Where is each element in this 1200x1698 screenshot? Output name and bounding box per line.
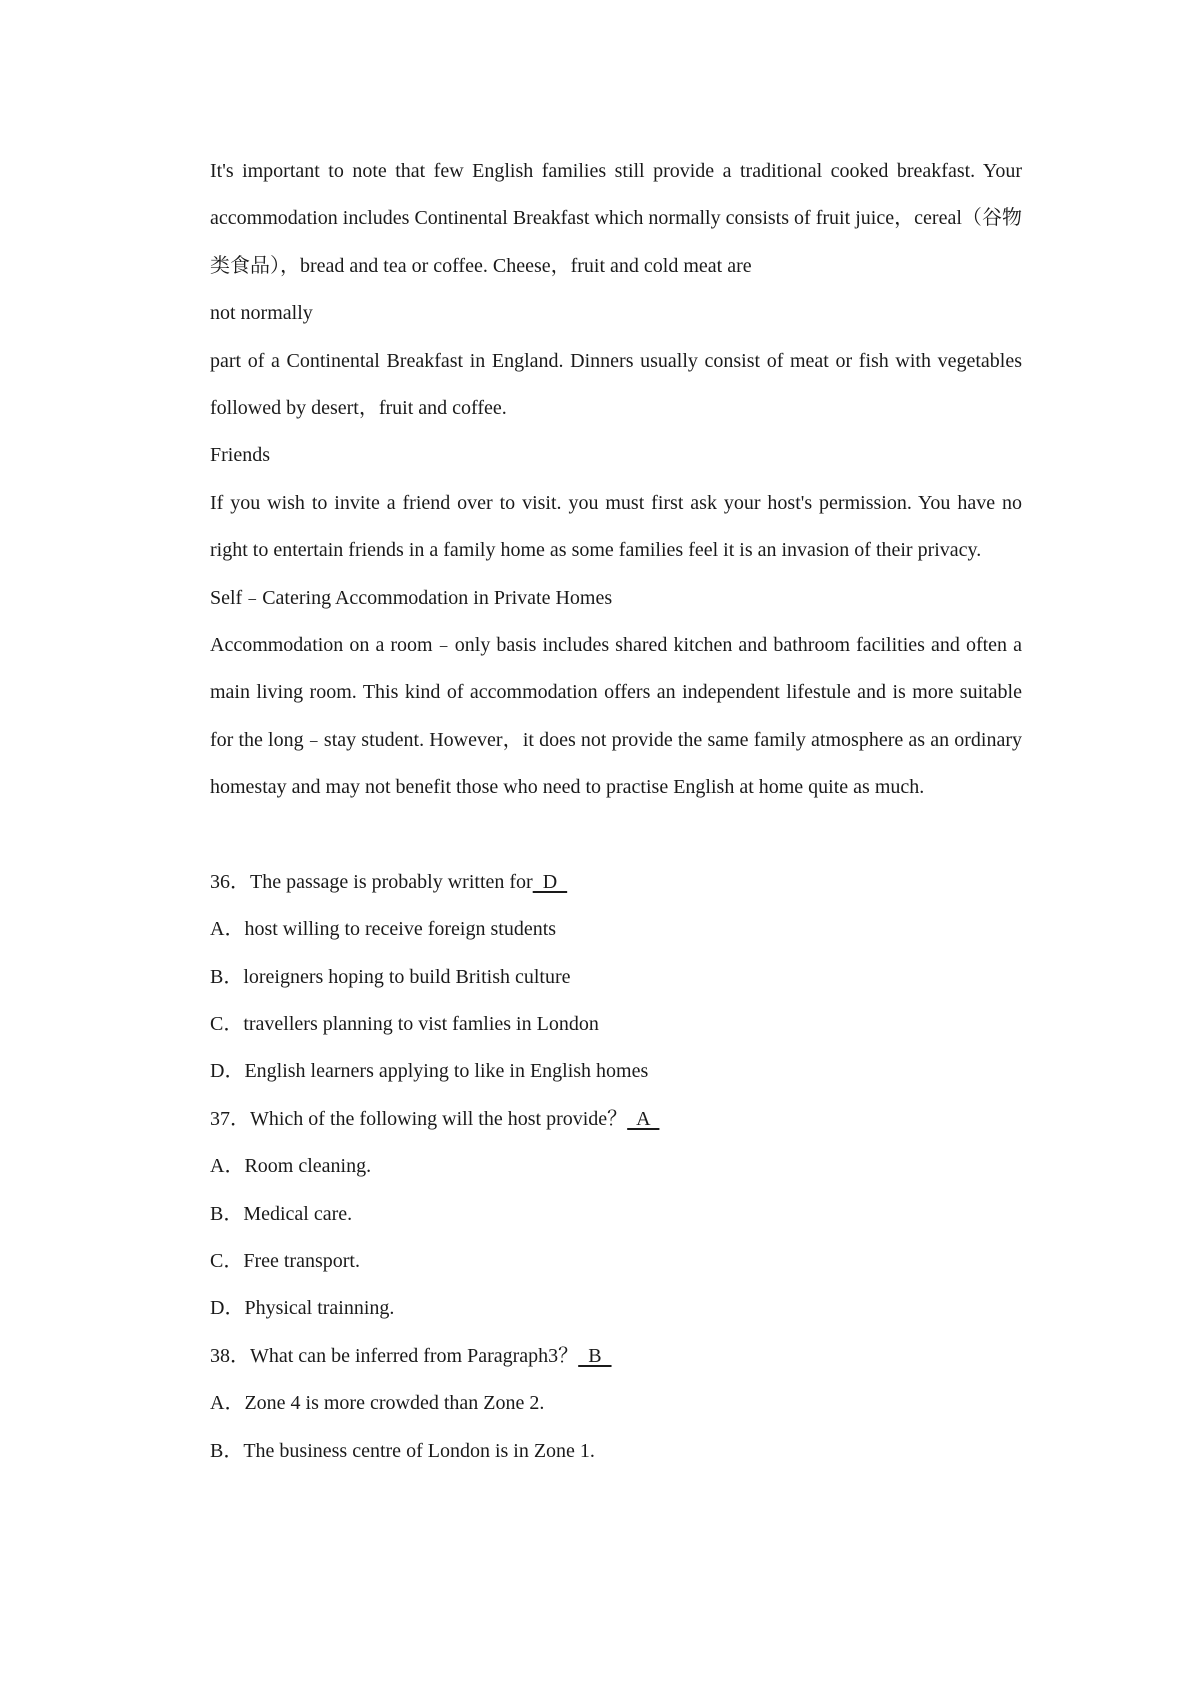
section-heading-friends: Friends [210, 444, 270, 467]
document-body [210, 148, 1022, 1475]
section-heading-self-catering: Self﹣Catering Accommodation in Private Homes [210, 586, 613, 609]
question-stem-text: 38．What can be inferred from Paragraph3？ [210, 1344, 579, 1367]
option-a: A．host willing to receive foreign students [210, 918, 557, 941]
option-c: C．travellers planning to vist famlies in London [210, 1012, 599, 1035]
question-38 [210, 1333, 1022, 1475]
question-37 [210, 1096, 1022, 1333]
passage-paragraph-friends: If you wish to invite a friend over to visit. you must first ask your host's permission. You have no right to entertain friends in a family home as some families feel it is an invasion of their privacy. [210, 491, 1022, 562]
question-stem [210, 859, 1022, 906]
option-b: B．loreigners hoping to build British culture [210, 965, 571, 988]
passage-paragraph-self-catering: Accommodation on a room﹣only basis includes shared kitchen and bathroom facilities and often a main living room. This kind of accommodation offers an independent lifestule and is more suitable for the long﹣stay student. However，it does not provide the same family atmosphere as an ordinary homestay and may not benefit those who need to practise English at home quite as much. [210, 634, 1022, 799]
question-stem [210, 1096, 1022, 1143]
question-stem-text: 36．The passage is probably written for [210, 870, 533, 893]
option-c: C．Free transport. [210, 1249, 360, 1272]
option-a: A．Room cleaning. [210, 1155, 372, 1178]
option-d: D．Physical trainning. [210, 1297, 395, 1320]
section-spacer [210, 812, 1022, 859]
question-stem [210, 1333, 1022, 1380]
answer-blank: B [578, 1344, 612, 1367]
answer-blank: D [532, 870, 568, 893]
question-36 [210, 859, 1022, 1096]
option-b: B．The business centre of London is in Zone 1. [210, 1439, 595, 1462]
answer-blank: A [627, 1107, 660, 1130]
option-b: B．Medical care. [210, 1202, 353, 1225]
passage-paragraph-breakfast-tail: not normally [210, 302, 313, 325]
option-a: A．Zone 4 is more crowded than Zone 2. [210, 1392, 545, 1415]
option-d: D．English learners applying to like in English homes [210, 1060, 649, 1083]
passage-paragraph-dinner: part of a Continental Breakfast in England. Dinners usually consist of meat or fish with vegetables followed by desert，fruit and coffee. [210, 349, 1022, 420]
passage-paragraph-breakfast: It's important to note that few English families still provide a traditional cooked breakfast. Your accommodation includes Continental Breakfast which normally consists of fruit juice，cereal（谷物类食品），bread and tea or coffee. Cheese，fruit and cold meat are [210, 160, 1022, 277]
question-stem-text: 37．Which of the following will the host provide？ [210, 1107, 628, 1130]
